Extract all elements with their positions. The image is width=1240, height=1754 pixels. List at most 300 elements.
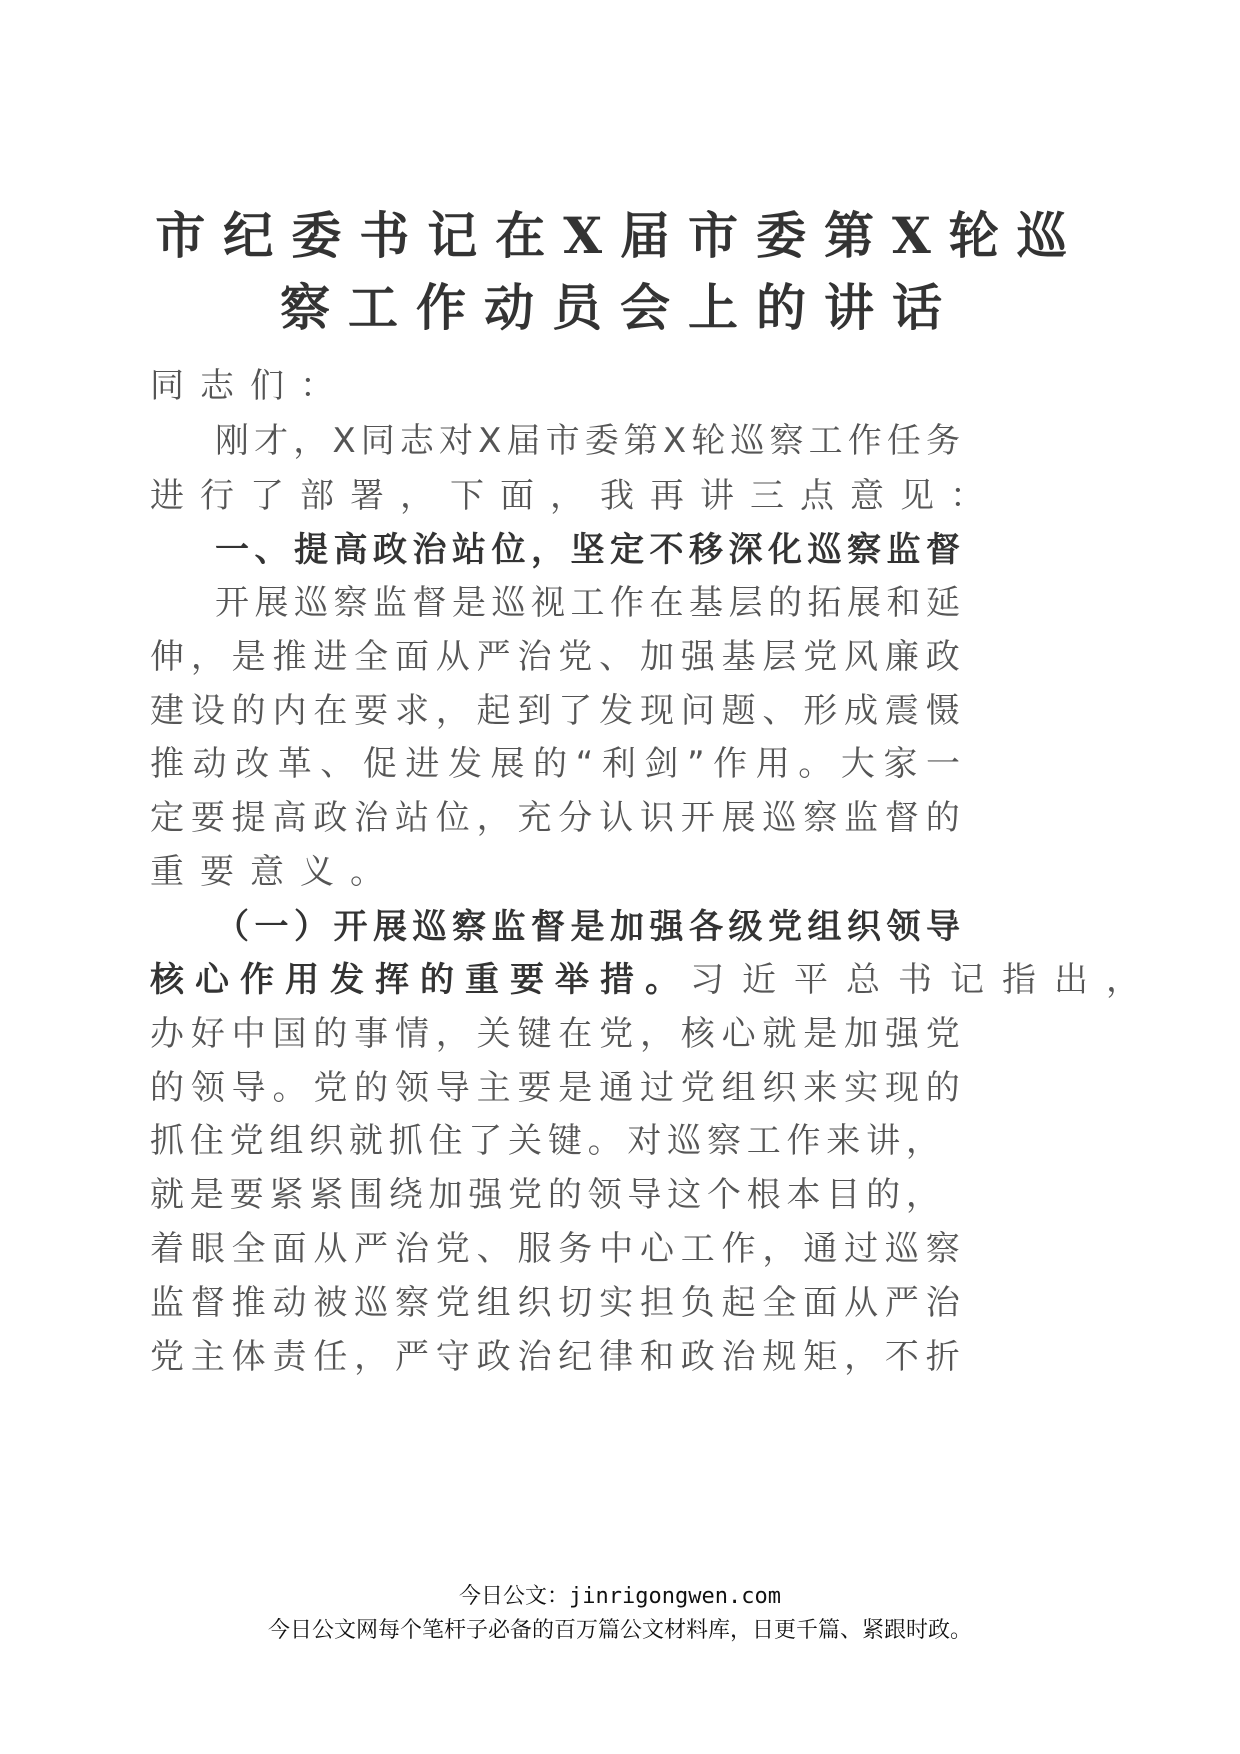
text-char: 和 [886, 583, 921, 623]
text-char: 心 [639, 1229, 674, 1269]
text-char: 是 [570, 907, 605, 947]
text-char: 工 [570, 583, 605, 623]
text-char: 风 [844, 637, 879, 677]
text-char: 。 [798, 744, 833, 784]
text-char: 键 [547, 1121, 582, 1161]
text-char: ， [435, 691, 470, 731]
text-char: 导 [231, 1068, 266, 1108]
text-char: 定 [150, 798, 184, 838]
text-char: 监 [373, 583, 407, 623]
subsection-heading-continued: 核心作用发挥的重要举措。 [150, 960, 690, 1000]
text-char: 从 [435, 637, 470, 677]
text-char: ， [905, 1121, 940, 1161]
text-char: 高 [272, 798, 307, 838]
text-char: 纪 [558, 1337, 593, 1377]
text-char: 全 [354, 637, 389, 677]
text-char: 组 [721, 1068, 756, 1108]
text-char: 的 [866, 1175, 901, 1215]
text-char: 抓 [150, 1121, 184, 1161]
text-char: 进 [313, 637, 348, 677]
text-char: 加 [844, 1014, 879, 1054]
text-char: 起 [721, 1283, 756, 1323]
text-char: 通 [599, 1068, 634, 1108]
text-char: 中 [599, 1229, 634, 1269]
text-char: 过 [844, 1229, 879, 1269]
text-char: 党 [435, 1283, 470, 1323]
text-char: 成 [844, 691, 879, 731]
text-char: 过 [639, 1068, 674, 1108]
text-char: 实 [844, 1068, 879, 1108]
text-char: ， [435, 1014, 470, 1054]
text-char: 作 [847, 421, 882, 461]
text-char: 督 [190, 1283, 225, 1323]
text-char: 各 [689, 907, 723, 947]
text-char: 情 [394, 1014, 429, 1054]
text-char: 领 [587, 1175, 622, 1215]
text-char: 层 [762, 637, 797, 677]
text-char: 、 [599, 637, 634, 677]
text-char: 督 [412, 583, 447, 623]
text-char: 一 [925, 744, 960, 784]
paragraph-line [150, 1165, 940, 1225]
text-char: 提 [231, 798, 266, 838]
text-char: 设 [190, 691, 225, 731]
text-char: 促 [362, 744, 397, 784]
text-char: 治 [925, 1283, 960, 1323]
text-char: 了 [468, 1121, 503, 1161]
text-char: 个 [706, 1175, 741, 1215]
text-char: 实 [599, 1283, 634, 1323]
title-line-2: 察工作动员会上的讲话 [280, 278, 960, 337]
text-char: 政 [476, 1337, 511, 1377]
text-char: 就 [348, 1121, 383, 1161]
text-char: ， [531, 530, 565, 570]
text-char: 在 [649, 583, 684, 623]
text-char: 监 [150, 1283, 184, 1323]
text-char: 开 [680, 798, 715, 838]
text-char: 严 [354, 1229, 389, 1269]
text-char: 服 [517, 1229, 552, 1269]
text-char: 轮 [691, 421, 726, 461]
text-char: 形 [803, 691, 838, 731]
text-char: 监 [491, 907, 526, 947]
text-char: 核 [680, 1014, 715, 1054]
paragraph-line [150, 1111, 940, 1171]
text-char: 的 [925, 798, 960, 838]
text-char: 认 [599, 798, 634, 838]
text-char: ） [294, 907, 328, 947]
text-char: 织 [847, 907, 881, 947]
text-char: 导 [435, 1068, 470, 1108]
text-char: 政 [373, 530, 407, 570]
text-char: 监 [844, 798, 879, 838]
footer-tagline: 今日公文网每个笔杆子必备的百万篇公文材料库，日更千篇、紧跟时政。 [267, 1618, 972, 1643]
text-char: 住 [189, 1121, 224, 1161]
text-char: 治 [721, 1337, 756, 1377]
text-char: 住 [428, 1121, 463, 1161]
paragraph-line [150, 1058, 960, 1118]
text-char: 对 [627, 1121, 662, 1161]
text-char: 察 [394, 1283, 429, 1323]
text-char: 党 [768, 907, 802, 947]
text-char: 组 [807, 907, 842, 947]
salutation: 同志们： [150, 366, 350, 406]
text-char: 的 [925, 1068, 960, 1108]
text-char: 党 [558, 637, 593, 677]
text-char: 监 [886, 530, 921, 570]
text-char: 推 [150, 744, 184, 784]
text-char: 不 [884, 1337, 919, 1377]
text-char: X [662, 421, 687, 461]
text-char: “ [575, 744, 594, 784]
text-char: 的 [768, 583, 802, 623]
text-char: ， [354, 1337, 389, 1377]
text-char: 党 [803, 637, 838, 677]
text-char: 督 [926, 530, 960, 570]
text-char: 基 [689, 583, 723, 623]
footer-site-label: 今日公文： [459, 1584, 570, 1609]
text-char: 党 [508, 1175, 543, 1215]
text-char: 任 [313, 1337, 348, 1377]
text-char: 巡 [762, 798, 797, 838]
text-char: 层 [728, 583, 763, 623]
text-char: 不 [649, 530, 684, 570]
text-char: 位 [435, 798, 470, 838]
text-char: 对 [438, 421, 473, 461]
section-heading [215, 520, 960, 580]
text-char: 党 [150, 1337, 184, 1377]
footer-site [0, 1582, 1240, 1612]
text-char: 体 [231, 1337, 266, 1377]
text-char: 眼 [190, 1229, 225, 1269]
text-char: 作 [721, 1229, 756, 1269]
text-char: 巡 [667, 1121, 702, 1161]
text-char: 律 [599, 1337, 634, 1377]
text-char: 察 [803, 798, 838, 838]
text-char: 是 [189, 1175, 224, 1215]
text-char: 担 [639, 1283, 674, 1323]
text-char: 根 [746, 1175, 781, 1215]
text-char: 巡 [730, 421, 765, 461]
text-char: 导 [627, 1175, 662, 1215]
mixed-line [150, 950, 1158, 1010]
text-char: ， [905, 1175, 940, 1215]
text-char: 主 [476, 1068, 511, 1108]
document-title [150, 200, 1090, 344]
text-char: 被 [313, 1283, 348, 1323]
text-char: 办 [150, 1014, 184, 1054]
text-char: 工 [808, 421, 843, 461]
text-char: 作 [713, 744, 748, 784]
text-char: 充 [517, 798, 552, 838]
text-char: 和 [639, 1337, 674, 1377]
text-char: 巡 [491, 583, 526, 623]
text-char: 站 [452, 530, 486, 570]
footer-site-url[interactable]: jinrigongwen.com [569, 1584, 781, 1609]
paragraph-line [150, 1327, 960, 1387]
text-char: 家 [883, 744, 918, 784]
text-char: ， [639, 1014, 674, 1054]
text-char: 着 [150, 1229, 184, 1269]
text-char: 改 [235, 744, 270, 784]
text-char: 治 [517, 1337, 552, 1377]
text-char: 现 [639, 691, 674, 731]
text-char: 基 [721, 637, 756, 677]
text-char: 面 [394, 637, 429, 677]
text-char: 关 [476, 1014, 511, 1054]
paragraph-line [150, 627, 960, 687]
text-char: 巡 [412, 907, 447, 947]
text-char: 站 [394, 798, 429, 838]
text-char: 深 [728, 530, 763, 570]
text-char: 。 [272, 1068, 307, 1108]
text-char: 巡 [294, 583, 328, 623]
text-char: 事 [354, 1014, 389, 1054]
text-char: 、 [320, 744, 355, 784]
text-char: 织 [309, 1121, 344, 1161]
text-char: 党 [599, 1014, 634, 1054]
text-char: ， [844, 1337, 879, 1377]
text-char: 是 [231, 637, 266, 677]
paragraph-text: 习近平总书记指出， [690, 960, 1158, 1000]
text-char: 提 [294, 530, 328, 570]
text-char: 市 [545, 421, 580, 461]
text-char: 拓 [807, 583, 842, 623]
text-char: 同 [360, 421, 395, 461]
text-char: 开 [215, 583, 249, 623]
text-char: 题 [721, 691, 756, 731]
text-char: 心 [721, 1014, 756, 1054]
text-char: 届 [506, 421, 541, 461]
text-char: 要 [190, 798, 225, 838]
text-char: 领 [394, 1068, 429, 1108]
text-char: 折 [925, 1337, 960, 1377]
paragraph-line [215, 573, 960, 633]
text-char: 、 [476, 1229, 511, 1269]
text-char: 一 [215, 530, 249, 570]
text-char: 织 [517, 1283, 552, 1323]
text-char: 组 [269, 1121, 304, 1161]
text-char: 要 [229, 1175, 264, 1215]
text-char: 任 [886, 421, 921, 461]
text-char: 要 [517, 1068, 552, 1108]
text-char: （ [215, 907, 249, 947]
text-char: 务 [558, 1229, 593, 1269]
text-char: 面 [272, 1229, 307, 1269]
text-char: 察 [452, 907, 486, 947]
text-char: 定 [610, 530, 644, 570]
text-char: 责 [272, 1337, 307, 1377]
text-char: ” [686, 744, 705, 784]
text-char: 作 [610, 583, 644, 623]
text-char: 革 [277, 744, 312, 784]
text-char: 目 [826, 1175, 861, 1215]
text-char: 察 [847, 530, 881, 570]
text-char: 从 [313, 1229, 348, 1269]
text-char: 全 [231, 1229, 266, 1269]
text-char: 察 [333, 583, 368, 623]
text-char: 规 [762, 1337, 797, 1377]
text-char: 政 [925, 637, 960, 677]
text-char: 志 [399, 421, 434, 461]
text-char: 位 [491, 530, 526, 570]
text-char: 发 [599, 691, 634, 731]
text-char: 的 [533, 744, 568, 784]
paragraph-line [150, 681, 960, 741]
text-char: 切 [558, 1283, 593, 1323]
text-char: 的 [150, 1068, 184, 1108]
text-char: 中 [231, 1014, 266, 1054]
text-char: 就 [762, 1014, 797, 1054]
text-char: 强 [649, 907, 684, 947]
text-char: 推 [231, 1283, 266, 1323]
text-char: ， [476, 798, 511, 838]
text-char: 紧 [269, 1175, 304, 1215]
text-char: 巡 [884, 1229, 919, 1269]
text-char: 的 [313, 1014, 348, 1054]
text-char: 严 [884, 1283, 919, 1323]
text-char: 、 [254, 530, 289, 570]
text-char: 导 [926, 907, 960, 947]
text-char: 化 [768, 530, 802, 570]
text-char: 面 [803, 1283, 838, 1323]
text-char: 高 [333, 530, 368, 570]
text-char: 领 [886, 907, 921, 947]
text-char: 关 [508, 1121, 543, 1161]
text-char: 察 [706, 1121, 741, 1161]
text-char: 剑 [644, 744, 679, 784]
text-char: 廉 [884, 637, 919, 677]
text-char: 问 [680, 691, 715, 731]
text-char: 伸 [150, 637, 184, 677]
text-char: 大 [840, 744, 875, 784]
text-char: 就 [150, 1175, 184, 1215]
text-char: 察 [925, 1229, 960, 1269]
paragraph-line [150, 1273, 960, 1333]
text-char: 绕 [388, 1175, 423, 1215]
text-char: 展 [490, 744, 525, 784]
text-char: 委 [584, 421, 619, 461]
text-char: 展 [254, 583, 289, 623]
text-char: 分 [558, 798, 593, 838]
text-char: 治 [394, 1229, 429, 1269]
text-char: 展 [721, 798, 756, 838]
text-char: 讲 [866, 1121, 901, 1161]
paragraph-line [150, 1004, 960, 1064]
text-char: 加 [428, 1175, 463, 1215]
text-char: 治 [412, 530, 447, 570]
text-char: ， [762, 1229, 797, 1269]
text-char: 利 [601, 744, 636, 784]
text-char: 严 [394, 1337, 429, 1377]
text-char: 加 [610, 907, 644, 947]
text-char: 第 [623, 421, 658, 461]
text-char: 强 [468, 1175, 503, 1215]
text-char: 坚 [570, 530, 605, 570]
text-char: 到 [517, 691, 552, 731]
text-char: 政 [313, 798, 348, 838]
text-char: 的 [231, 691, 266, 731]
text-char: 的 [354, 1068, 389, 1108]
text-char: ， [190, 637, 225, 677]
text-char: 党 [435, 1229, 470, 1269]
text-char: 一 [254, 907, 289, 947]
text-char: 织 [762, 1068, 797, 1108]
text-char: 党 [925, 1014, 960, 1054]
text-char: 是 [803, 1014, 838, 1054]
text-char: 了 [558, 691, 593, 731]
text-char: 这 [667, 1175, 702, 1215]
text-char: 是 [452, 583, 486, 623]
paragraph-line [150, 788, 960, 848]
text-char: 务 [925, 421, 960, 461]
text-char: 要 [354, 691, 389, 731]
subsection-heading [215, 897, 960, 957]
text-char: 在 [558, 1014, 593, 1054]
text-char: 在 [313, 691, 348, 731]
text-char: 开 [333, 907, 368, 947]
text-char: 主 [190, 1337, 225, 1377]
text-char: 展 [373, 907, 407, 947]
text-char: 治 [354, 798, 389, 838]
text-char: 的 [547, 1175, 582, 1215]
text-char: 强 [680, 637, 715, 677]
text-char: 来 [826, 1121, 861, 1161]
text-char: 围 [348, 1175, 383, 1215]
paragraph-line [150, 734, 960, 794]
text-char: 发 [447, 744, 482, 784]
text-char: 震 [884, 691, 919, 731]
text-char: 党 [680, 1068, 715, 1108]
text-char: 督 [531, 907, 565, 947]
text-char: 严 [476, 637, 511, 677]
text-char: 组 [476, 1283, 511, 1323]
text-char: 强 [884, 1014, 919, 1054]
text-char: 巡 [354, 1283, 389, 1323]
text-char: 是 [558, 1068, 593, 1108]
text-char: 来 [803, 1068, 838, 1108]
text-char: 本 [786, 1175, 821, 1215]
text-char: X [332, 421, 356, 461]
text-char: 级 [728, 907, 763, 947]
text-char: 视 [531, 583, 565, 623]
text-char: 党 [229, 1121, 264, 1161]
text-char: 察 [769, 421, 804, 461]
text-char: 抓 [388, 1121, 423, 1161]
text-char: X [478, 421, 502, 461]
title-line-1: 市纪委书记在X届市委第X轮巡 [155, 206, 1085, 265]
text-char: 。 [587, 1121, 622, 1161]
text-char: 从 [844, 1283, 879, 1323]
text-char: 督 [884, 798, 919, 838]
text-char: 键 [517, 1014, 552, 1054]
text-char: 党 [313, 1068, 348, 1108]
text-char: 展 [847, 583, 881, 623]
text-char: 领 [190, 1068, 225, 1108]
paragraph-line [150, 1219, 960, 1279]
text-char: 作 [786, 1121, 821, 1161]
text-char: 起 [476, 691, 511, 731]
text-char: 内 [272, 691, 307, 731]
text-char: 巡 [807, 530, 842, 570]
text-char: 矩 [803, 1337, 838, 1377]
text-char: 紧 [309, 1175, 344, 1215]
text-char: 守 [435, 1337, 470, 1377]
paragraph-line [215, 411, 960, 471]
text-char: 加 [639, 637, 674, 677]
text-char: 工 [746, 1121, 781, 1161]
text-char: ， [293, 421, 328, 461]
